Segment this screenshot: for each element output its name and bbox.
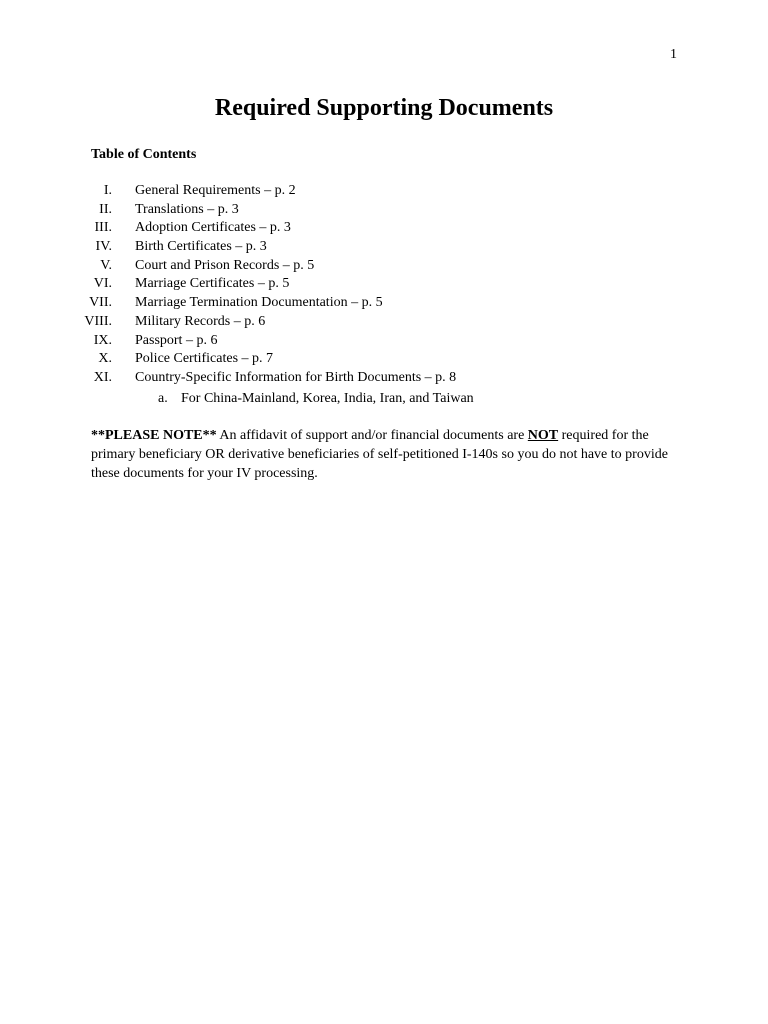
toc-item	[0, 332, 768, 351]
note-emphasis: NOT	[527, 428, 559, 443]
toc-item-numeral: VII.	[89, 295, 112, 311]
toc-item	[0, 238, 768, 257]
please-note-paragraph	[91, 426, 681, 483]
toc-item-text: Military Records – p. 6	[135, 313, 266, 329]
table-of-contents	[0, 182, 768, 388]
note-text-after: required for the primary beneficiary OR derivative beneficiaries of self-petitioned I-140s so you do not have to provide these documents for your IV processing.	[91, 428, 668, 481]
toc-item-text: General Requirements – p. 2	[135, 183, 296, 198]
toc-item	[0, 257, 768, 276]
toc-item	[0, 369, 768, 388]
toc-item	[0, 350, 768, 369]
toc-item-text: Translations – p. 3	[135, 201, 239, 217]
toc-subitem-letter: a.	[158, 391, 168, 406]
toc-heading: Table of Contents	[91, 147, 197, 162]
toc-item-text: Passport – p. 6	[135, 332, 218, 348]
page-number: 1	[670, 47, 677, 62]
toc-subitem-text: For China-Mainland, Korea, India, Iran, and Taiwan	[181, 391, 474, 406]
toc-item-numeral: VIII.	[84, 313, 112, 329]
note-text-before: An affidavit of support and/or financial documents are	[216, 428, 528, 443]
toc-subitem	[0, 390, 768, 409]
toc-item	[0, 294, 768, 313]
toc-item	[0, 313, 768, 332]
toc-item	[0, 182, 768, 201]
toc-item	[0, 219, 768, 238]
toc-item	[0, 275, 768, 294]
toc-item-text: Country-Specific Information for Birth Documents – p. 8	[135, 369, 457, 385]
toc-item-numeral: III.	[94, 220, 112, 236]
toc-item-numeral: X.	[98, 351, 112, 367]
toc-item-text: Marriage Termination Documentation – p. 5	[135, 295, 383, 311]
toc-item-numeral: XI.	[93, 369, 112, 385]
toc-item-numeral: II.	[99, 201, 112, 217]
toc-item-text: Police Certificates – p. 7	[135, 351, 274, 367]
toc-item-numeral: VI.	[93, 276, 112, 292]
toc-item-text: Court and Prison Records – p. 5	[135, 257, 315, 273]
toc-item-numeral: V.	[100, 257, 112, 273]
toc-item-text: Birth Certificates – p. 3	[135, 239, 267, 255]
toc-item	[0, 201, 768, 220]
toc-item-numeral: IX.	[93, 332, 112, 348]
note-lead: **PLEASE NOTE**	[91, 428, 217, 443]
toc-item-text: Adoption Certificates – p. 3	[135, 220, 291, 236]
toc-item-text: Marriage Certificates – p. 5	[135, 276, 290, 292]
toc-item-numeral: I.	[103, 183, 112, 198]
toc-item-numeral: IV.	[95, 239, 112, 255]
page-title: Required Supporting Documents	[214, 95, 554, 121]
